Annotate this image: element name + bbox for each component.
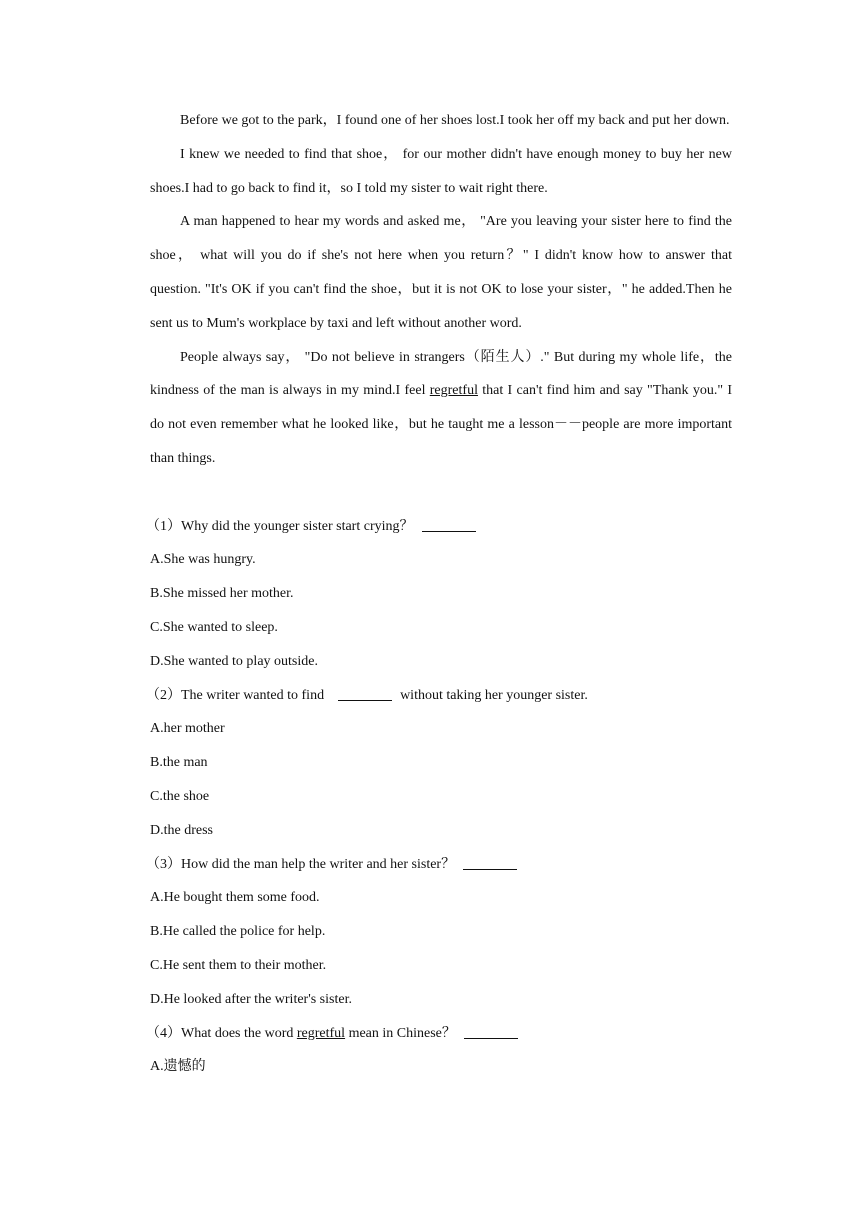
- question-1: [146, 510, 732, 544]
- option-2a: A.her mother: [150, 721, 225, 737]
- paragraph-4-after: that I can't find him and say "Thank you." I do not even remember what he looked like，but he taught me a lesson－－people are more important than things.: [150, 383, 732, 466]
- passage-paragraph-1: Before we got to the park，I found one of her shoes lost.I took her off my back and put her down.: [180, 113, 730, 128]
- option-3c: C.He sent them to their mother.: [150, 957, 327, 973]
- document-page: [146, 104, 732, 1084]
- paragraph-4-before: People always say， "Do not believe in strangers（陌生人）." But during my whole life，the kindness of the man is always in my mind.I feel: [150, 349, 732, 399]
- question-text-before: What does the word: [181, 1025, 297, 1041]
- question-text: How did the man help the writer and her sister？: [181, 856, 456, 872]
- option-3a: A.He bought them some food.: [150, 890, 320, 906]
- option-2c: C.the shoe: [150, 788, 210, 804]
- question-text-before: The writer wanted to find: [181, 687, 325, 703]
- option-4a: A.遗憾的: [150, 1059, 206, 1075]
- option-1c: C.She wanted to sleep.: [150, 619, 278, 635]
- spacer: [150, 476, 732, 510]
- answer-blank[interactable]: [338, 686, 392, 701]
- question-2: [146, 679, 732, 713]
- option-1b: B.She missed her mother.: [150, 586, 294, 602]
- question-number: （2）: [146, 687, 181, 703]
- option-3d: D.He looked after the writer's sister.: [150, 991, 352, 1007]
- question-text-after: without taking her younger sister.: [400, 687, 588, 703]
- passage-paragraph-4: [150, 341, 732, 476]
- passage-paragraph-3: A man happened to hear my words and asked me， "Are you leaving your sister here to find the shoe， what will you do if she's not here when you return？" I didn't know how to answer that question. "It's OK if you can't find the shoe，but it is not OK to lose your sister，" he added.Then he sent us to Mum's workplace by taxi and left without another word.: [150, 214, 732, 331]
- option-2d: D.the dress: [150, 822, 213, 838]
- option-1d: D.She wanted to play outside.: [150, 653, 318, 669]
- question-text: Why did the younger sister start crying？: [181, 518, 414, 534]
- passage-paragraph-2: I knew we needed to find that shoe， for our mother didn't have enough money to buy her new shoes.I had to go back to find it，so I told my sister to wait right there.: [150, 146, 732, 196]
- option-2b: B.the man: [150, 755, 208, 771]
- question-text-after: mean in Chinese？: [345, 1025, 456, 1041]
- answer-blank[interactable]: [422, 517, 476, 532]
- question-number: （3）: [146, 856, 181, 872]
- option-3b: B.He called the police for help.: [150, 924, 326, 940]
- answer-blank[interactable]: [464, 1024, 518, 1039]
- question-4: [146, 1017, 732, 1051]
- answer-blank[interactable]: [463, 855, 517, 870]
- question-number: （1）: [146, 518, 181, 534]
- question-3: [146, 848, 732, 882]
- question-number: （4）: [146, 1025, 181, 1041]
- underlined-word-regretful: regretful: [296, 1025, 346, 1041]
- underlined-word-regretful: regretful: [429, 383, 478, 399]
- option-1a: A.She was hungry.: [150, 552, 256, 568]
